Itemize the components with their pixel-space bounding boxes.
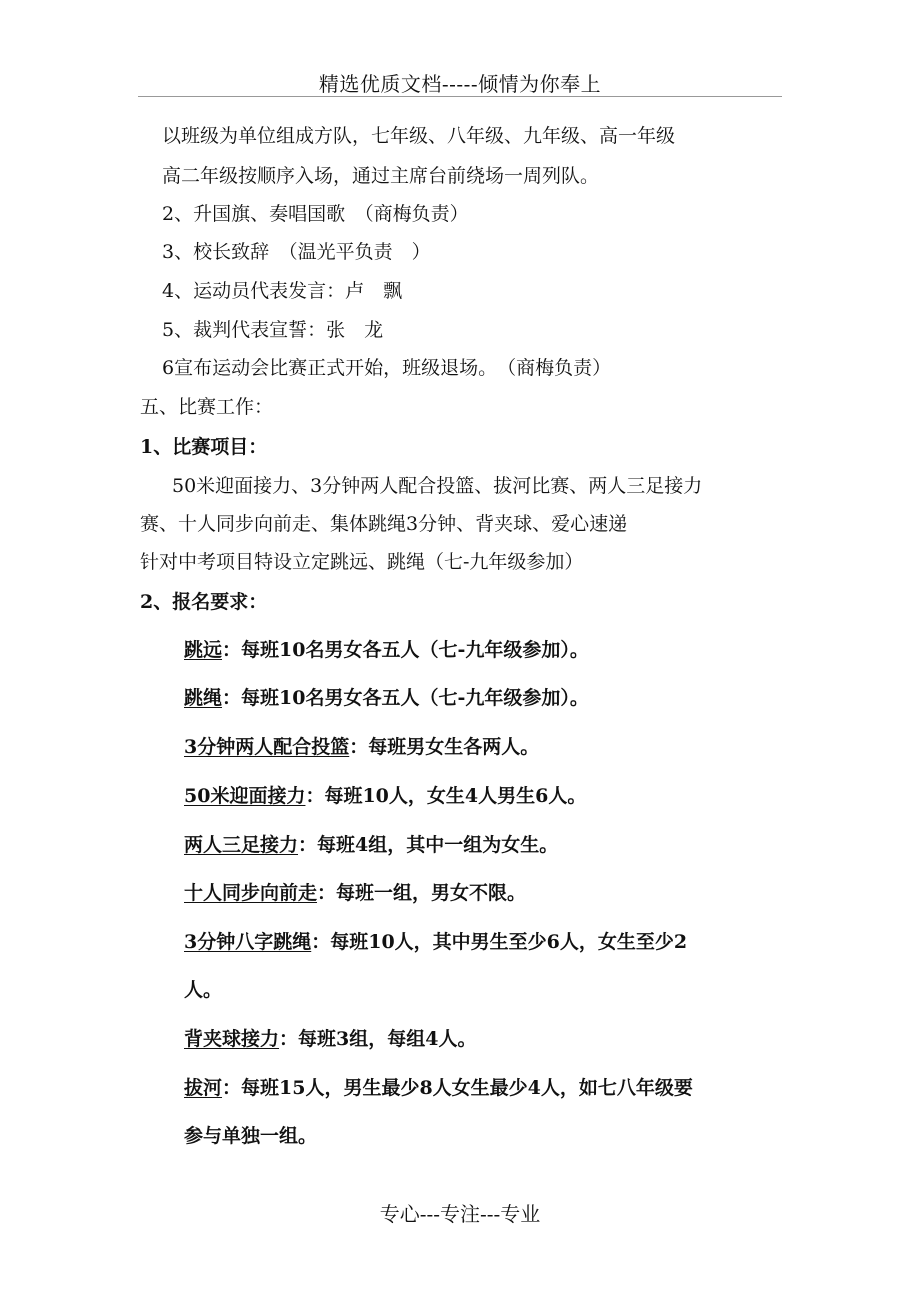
- event-requirement: ：每班15人，男生最少8人女生最少4人，如七八年级要: [222, 1077, 693, 1099]
- agenda-item: 4、运动员代表发言：卢 飘: [162, 280, 403, 302]
- event-name: 3分钟八字跳绳: [184, 931, 312, 953]
- event-requirement: ：每班10人，女生4人男生6人。: [305, 785, 587, 807]
- event-name: 两人三足接力: [184, 834, 299, 856]
- registration-item-continuation: 参与单独一组。: [184, 1125, 318, 1147]
- events-line-3: 针对中考项目特设立定跳远、跳绳（七-九年级参加）: [140, 551, 584, 573]
- events-line-2: 赛、十人同步向前走、集体跳绳3分钟、背夹球、爱心速递: [140, 513, 628, 535]
- registration-item: [184, 833, 558, 857]
- registration-item: [184, 930, 687, 954]
- event-name: 跳远: [184, 639, 223, 661]
- intro-line-2: 高二年级按顺序入场，通过主席台前绕场一周列队。: [162, 165, 600, 187]
- event-requirement: ：每班10人，其中男生至少6人，女生至少2: [311, 931, 688, 953]
- event-name: 十人同步向前走: [184, 882, 318, 904]
- event-name: 拔河: [184, 1077, 223, 1099]
- event-requirement: ：每班男女生各两人。: [349, 736, 540, 758]
- event-name: 3分钟两人配合投篮: [184, 736, 350, 758]
- agenda-item: 3、校长致辞 （温光平负责 ）: [162, 241, 431, 263]
- registration-item: [184, 1076, 693, 1100]
- registration-item: [184, 735, 539, 759]
- event-name: 跳绳: [184, 687, 223, 709]
- event-requirement: ：每班10名男女各五人（七-九年级参加）。: [222, 687, 589, 709]
- registration-item: [184, 638, 589, 662]
- event-requirement: ：每班一组，男女不限。: [317, 882, 527, 904]
- agenda-item: 6宣布运动会比赛正式开始，班级退场。 （商梅负责）: [162, 357, 612, 379]
- section-5-title: 五、比赛工作：: [140, 396, 274, 418]
- registration-item-continuation: 人。: [184, 979, 223, 1001]
- registration-title: 2、报名要求：: [140, 591, 268, 613]
- intro-line-1: 以班级为单位组成方队，七年级、八年级、九年级、高一年级: [162, 125, 676, 147]
- event-name: 50米迎面接力: [184, 785, 306, 807]
- page-header: 精选优质文档-----倾情为你奉上: [318, 72, 602, 96]
- event-requirement: ：每班4组，其中一组为女生。: [298, 834, 559, 856]
- agenda-item: 2、升国旗、奏唱国歌 （商梅负责）: [162, 203, 469, 225]
- registration-item: [184, 686, 589, 710]
- events-title: 1、比赛项目：: [140, 436, 268, 458]
- agenda-item: 5、裁判代表宣誓：张 龙: [162, 319, 384, 341]
- event-requirement: ：每班10名男女各五人（七-九年级参加）。: [222, 639, 589, 661]
- event-name: 背夹球接力: [184, 1028, 280, 1050]
- events-line-1: 50米迎面接力、3分钟两人配合投篮、拔河比赛、两人三足接力: [172, 475, 703, 497]
- registration-item: [184, 1027, 476, 1051]
- registration-item: [184, 784, 586, 808]
- header-rule: [138, 96, 782, 97]
- page-footer: 专心---专注---专业: [379, 1202, 541, 1226]
- registration-item: [184, 881, 526, 905]
- event-requirement: ：每班3组，每组4人。: [279, 1028, 477, 1050]
